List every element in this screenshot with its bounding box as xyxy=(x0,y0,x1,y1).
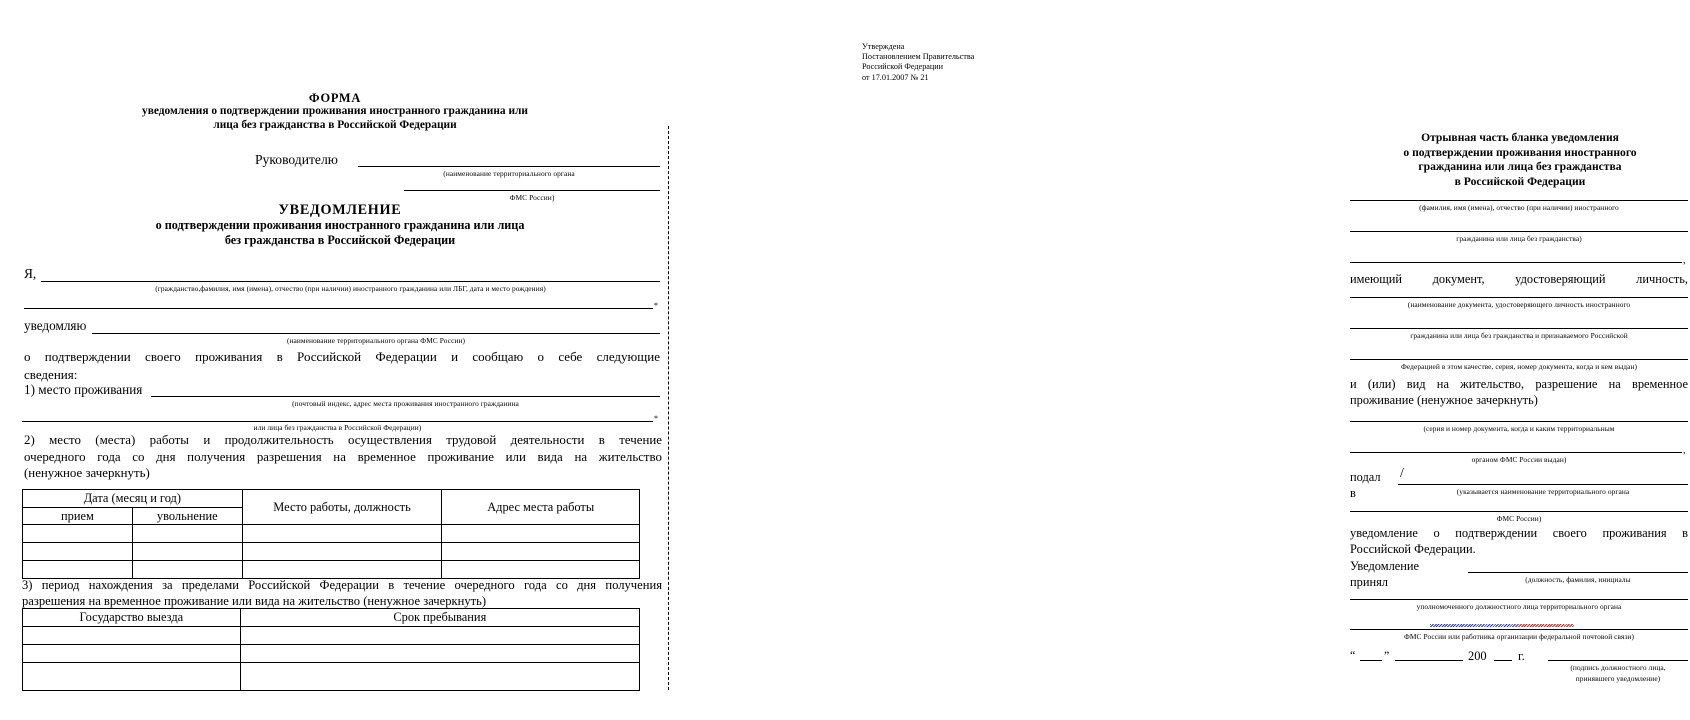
stub-series-rule-2[interactable] xyxy=(1350,452,1682,453)
date-year-rule[interactable] xyxy=(1494,660,1512,661)
stub-accepted-rule-3[interactable] xyxy=(1350,629,1688,630)
cell-hire[interactable] xyxy=(23,525,133,543)
col-header-stay-period: Срок пребывания xyxy=(240,609,639,627)
date-year-prefix: 200 xyxy=(1468,649,1487,663)
cell-stay-period[interactable] xyxy=(240,663,639,691)
signature-caption-2: принявшего уведомление) xyxy=(1575,674,1661,683)
approval-line-2: Постановлением Правительства xyxy=(862,52,975,62)
table-header-row xyxy=(23,609,640,627)
cell-departure-country[interactable] xyxy=(23,645,241,663)
stub-submitted-caption-2: ФМС России) xyxy=(1496,514,1542,523)
table-row[interactable] xyxy=(23,543,640,561)
stub-doc-caption-2: гражданина или лица без гражданства и признаваемого Российской xyxy=(1410,331,1628,340)
cell-hire[interactable] xyxy=(23,543,133,561)
approval-line-3: Российской Федерации xyxy=(862,62,944,72)
approval-line-1: Утверждена xyxy=(862,42,905,51)
stub-submitted-slash: / xyxy=(1400,466,1404,481)
item2-line-3: (ненужное зачеркнуть) xyxy=(24,466,150,481)
stub-notice-paragraph xyxy=(1350,525,1688,558)
item2-line-1: 2) место (места) работы и продолжительность осуществления трудовой деятельности в течение xyxy=(24,433,662,447)
stub-series-rule-1[interactable] xyxy=(1350,421,1688,422)
stub-accepted-rule-1[interactable] xyxy=(1468,572,1688,573)
spellcheck-underline-red xyxy=(1518,624,1574,627)
stub-residence-paragraph xyxy=(1350,376,1688,409)
date-day-rule[interactable] xyxy=(1360,660,1382,661)
spellcheck-underline-blue xyxy=(1430,624,1518,627)
applicant-caption: (гражданство,фамилия, имя (имена), отчество (при наличии) иностранного гражданина или ЛБГ, дата и место рождения) xyxy=(155,284,546,293)
stub-submitted-label: подал в xyxy=(1350,470,1381,501)
date-quote-open: “ xyxy=(1350,648,1356,662)
cell-dismissal[interactable] xyxy=(132,543,242,561)
stub-accepted-caption-2: уполномоченного должностного лица территориального органа xyxy=(1416,602,1622,611)
confirmation-paragraph xyxy=(24,348,660,383)
form-title-block xyxy=(90,92,580,132)
notify-caption: (наименование территориального органа ФМС России) xyxy=(286,336,466,345)
item3-line-1: 3) период нахождения за пределами Российской Федерации в течение очередного года со дня получения xyxy=(22,578,662,592)
col-header-workplace: Место работы, должность xyxy=(242,490,442,525)
date-year-suffix: г. xyxy=(1518,649,1525,663)
stub-accepted-rule-2[interactable] xyxy=(1350,599,1688,600)
col-header-hire: прием xyxy=(23,508,133,525)
stub-title-line-2: о подтверждении проживания иностранного xyxy=(1403,145,1637,159)
table-row[interactable] xyxy=(23,663,640,691)
notice-title-heading: УВЕДОМЛЕНИЕ xyxy=(278,202,402,218)
addressee-rule-2[interactable] xyxy=(404,190,660,191)
item2-paragraph xyxy=(24,432,662,482)
stub-doc-caption-1: (наименование документа, удостоверяющего личность иностранного xyxy=(1407,300,1631,309)
cell-dismissal[interactable] xyxy=(132,525,242,543)
form-title-line-1: уведомления о подтверждении проживания иностранного гражданина или xyxy=(142,105,528,118)
stub-name-rule-2[interactable] xyxy=(1350,231,1688,232)
signature-caption-1: (подпись должностного лица, xyxy=(1570,663,1666,672)
cell-workplace[interactable] xyxy=(242,561,442,579)
stub-submitted-rule[interactable] xyxy=(1398,484,1688,485)
cell-work-address[interactable] xyxy=(442,561,640,579)
addressee-label: Руководителю xyxy=(255,152,338,167)
col-header-work-address: Адрес места работы xyxy=(442,490,640,525)
item3-line-2: разрешения на временное проживание или вида на жительство (ненужное зачеркнуть) xyxy=(22,594,487,609)
item1-label: 1) место проживания xyxy=(24,382,143,397)
cell-stay-period[interactable] xyxy=(240,645,639,663)
applicant-label: Я, xyxy=(24,266,37,281)
date-quote-close: ” xyxy=(1384,648,1390,662)
table-row[interactable] xyxy=(23,561,640,579)
col-header-date: Дата (месяц и год) xyxy=(23,490,243,508)
col-header-dismissal: увольнение xyxy=(132,508,242,525)
stub-doc-caption-3: Федерацией в этом качестве, серия, номер документа, когда и кем выдан) xyxy=(1400,362,1638,371)
stub-name-rule-1[interactable] xyxy=(1350,200,1688,201)
stub-series-caption-1: (серия и номер документа, когда и каким территориальным xyxy=(1423,424,1615,433)
stub-title-line-1: Отрывная часть бланка уведомления xyxy=(1421,131,1619,144)
stub-name-caption-2: гражданина или лица без гражданства) xyxy=(1456,234,1582,243)
stub-residence-line-1: и (или) вид на жительство, разрешение на временное xyxy=(1350,377,1688,391)
notify-label: уведомляю xyxy=(24,318,87,333)
cell-work-address[interactable] xyxy=(442,543,640,561)
notify-rule[interactable] xyxy=(92,333,660,334)
addressee-caption-1: (наименование территориального органа xyxy=(443,169,575,178)
cell-workplace[interactable] xyxy=(242,543,442,561)
applicant-rule-2[interactable] xyxy=(24,308,653,309)
stub-name-caption-1: (фамилия, имя (имена), отчество (при наличии) иностранного xyxy=(1419,203,1619,212)
addressee-rule-1[interactable] xyxy=(358,166,660,167)
stub-accepted-caption-3: ФМС России или работника организации федеральной почтовой связи) xyxy=(1403,632,1634,641)
cell-work-address[interactable] xyxy=(442,525,640,543)
cell-departure-country[interactable] xyxy=(23,663,241,691)
confirmation-line-1: о подтверждении своего проживания в Российской Федерации и сообщаю о себе следующие xyxy=(24,349,660,364)
table-row[interactable] xyxy=(23,645,640,663)
form-title-line-2: лица без гражданства в Российской Федерации xyxy=(213,118,457,131)
stub-doc-rule-1[interactable] xyxy=(1350,297,1688,298)
applicant-footnote-marker: * xyxy=(654,301,658,310)
col-header-departure-country: Государство выезда xyxy=(23,609,241,627)
travel-table xyxy=(22,608,640,691)
detachable-stub-section xyxy=(668,0,1688,720)
signature-rule[interactable] xyxy=(1548,660,1688,661)
stub-name-rule-3[interactable] xyxy=(1350,262,1682,263)
stub-notice-line-1: уведомление о подтверждении своего проживания в xyxy=(1350,526,1688,540)
stub-fms-rule[interactable] xyxy=(1350,511,1688,512)
item2-line-2: очередного года со дня получения разрешения на временное проживание или вида на жительство xyxy=(24,449,662,464)
item1-caption-2: или лица без гражданства в Российской Федерации) xyxy=(253,423,422,432)
form-title-heading: ФОРМА xyxy=(308,91,362,105)
approval-line-4: от 17.01.2007 № 21 xyxy=(862,72,929,82)
table-header-row xyxy=(23,490,640,508)
stub-title-block xyxy=(1350,131,1690,189)
cell-stay-period[interactable] xyxy=(240,627,639,645)
notice-title-line-2: без гражданства в Российской Федерации xyxy=(224,233,456,248)
item1-caption-1: (почтовый индекс, адрес места проживания иностранного гражданина xyxy=(292,399,519,408)
stub-having-document: имеющий документ, удостоверяющий личность, xyxy=(1350,272,1688,286)
stub-series-caption-2: органом ФМС России выдан) xyxy=(1471,455,1567,464)
stub-comma-marker: , xyxy=(1683,255,1686,266)
notice-title-block xyxy=(120,203,560,249)
item1-footnote-marker: * xyxy=(654,414,658,423)
stub-series-marker: , xyxy=(1683,445,1686,456)
applicant-rule-1[interactable] xyxy=(41,281,660,282)
cell-dismissal[interactable] xyxy=(132,561,242,579)
table-row[interactable] xyxy=(23,627,640,645)
addressee-caption-2: ФМС России) xyxy=(509,193,555,202)
item1-rule-2[interactable] xyxy=(22,421,653,422)
stub-notice-line-2: Российской Федерации. xyxy=(1350,542,1476,557)
stub-title-line-3: гражданина или лица без гражданства xyxy=(1418,160,1622,174)
cell-departure-country[interactable] xyxy=(23,627,241,645)
stub-residence-line-2: проживание (ненужное зачеркнуть) xyxy=(1350,393,1538,408)
date-month-rule[interactable] xyxy=(1395,660,1463,661)
confirmation-line-2: сведения: xyxy=(24,366,78,382)
stub-accepted-caption-1: (должность, фамилия, инициалы xyxy=(1525,575,1631,584)
stub-title-line-4: в Российской Федерации xyxy=(1454,174,1586,188)
cell-workplace[interactable] xyxy=(242,525,442,543)
table-row[interactable] xyxy=(23,525,640,543)
main-notification-section xyxy=(0,0,668,720)
stub-accepted-label: Уведомление принял xyxy=(1350,559,1420,590)
employment-table xyxy=(22,489,640,579)
item1-rule-1[interactable] xyxy=(151,396,660,397)
item3-paragraph xyxy=(22,577,662,609)
stub-doc-rule-2[interactable] xyxy=(1350,328,1688,329)
stub-submitted-caption-1: (указывается наименование территориального органа xyxy=(1456,487,1630,496)
stub-doc-rule-3[interactable] xyxy=(1350,359,1688,360)
cell-hire[interactable] xyxy=(23,561,133,579)
notice-title-line-1: о подтверждении проживания иностранного гражданина или лица xyxy=(155,218,525,233)
